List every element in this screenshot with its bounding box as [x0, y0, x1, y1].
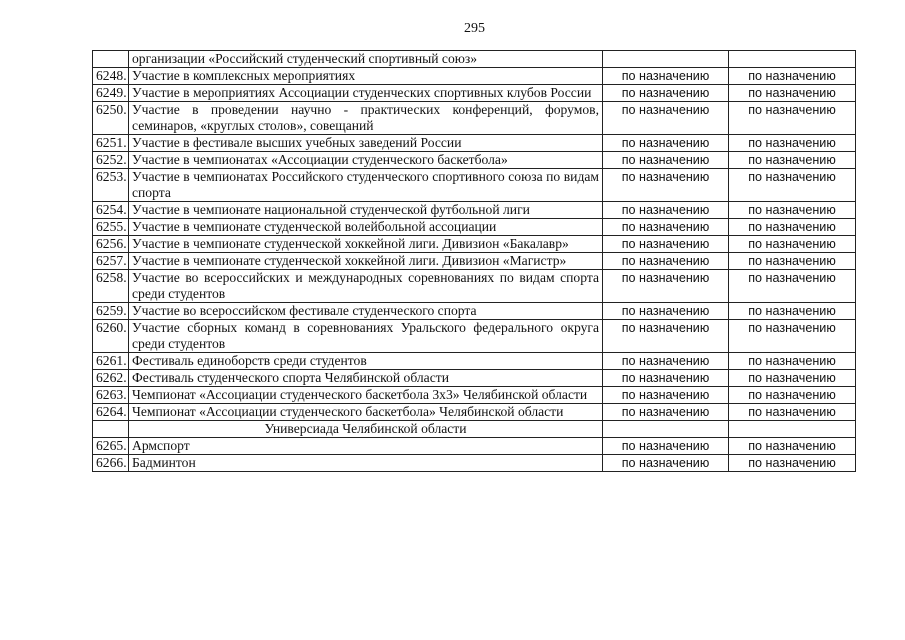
table-row — [93, 236, 856, 253]
row-value-2: по назначению — [729, 404, 856, 421]
row-value-1: по назначению — [603, 270, 729, 303]
row-value-2: по назначению — [729, 320, 856, 353]
row-value-1: по назначению — [603, 169, 729, 202]
row-number: 6255. — [93, 219, 129, 236]
row-value-1: по назначению — [603, 387, 729, 404]
row-value-2: по назначению — [729, 169, 856, 202]
row-value-2: по назначению — [729, 438, 856, 455]
row-number: 6257. — [93, 253, 129, 270]
row-description: Участие в чемпионате студенческой хоккейной лиги. Дивизион «Бакалавр» — [129, 236, 603, 253]
row-description: Армспорт — [129, 438, 603, 455]
row-value-1: по назначению — [603, 102, 729, 135]
row-description: Участие в проведении научно - практических конференций, форумов, семинаров, «круглых столов», совещаний — [129, 102, 603, 135]
table-row — [93, 202, 856, 219]
row-value-2: по назначению — [729, 68, 856, 85]
row-value-1: по назначению — [603, 135, 729, 152]
row-description: Участие сборных команд в соревнованиях Уральского федерального округа среди студентов — [129, 320, 603, 353]
row-number: 6258. — [93, 270, 129, 303]
row-value-2: по назначению — [729, 253, 856, 270]
row-value-2: по назначению — [729, 135, 856, 152]
row-number: 6264. — [93, 404, 129, 421]
row-number: 6250. — [93, 102, 129, 135]
row-value-2: по назначению — [729, 219, 856, 236]
row-value-1: по назначению — [603, 219, 729, 236]
row-number: 6265. — [93, 438, 129, 455]
row-number-cell — [93, 421, 129, 438]
row-value-2: по назначению — [729, 202, 856, 219]
row-description: Участие в фестивале высших учебных заведений России — [129, 135, 603, 152]
empty-cell — [603, 421, 729, 438]
row-description: Участие в чемпионатах «Ассоциации студенческого баскетбола» — [129, 152, 603, 169]
table-row — [93, 68, 856, 85]
row-value-1: по назначению — [603, 455, 729, 472]
row-description: Участие в чемпионате студенческой хоккейной лиги. Дивизион «Магистр» — [129, 253, 603, 270]
row-number: 6249. — [93, 85, 129, 102]
row-value-2: по назначению — [729, 152, 856, 169]
row-number: 6263. — [93, 387, 129, 404]
row-value-2: по назначению — [729, 102, 856, 135]
row-description: Фестиваль студенческого спорта Челябинской области — [129, 370, 603, 387]
row-value-1: по назначению — [603, 353, 729, 370]
table-body — [93, 51, 856, 472]
continuation-row — [93, 51, 856, 68]
row-description: Участие в мероприятиях Ассоциации студенческих спортивных клубов России — [129, 85, 603, 102]
table-row — [93, 152, 856, 169]
table-row — [93, 219, 856, 236]
table-row — [93, 135, 856, 152]
table-row — [93, 169, 856, 202]
empty-cell — [729, 421, 856, 438]
row-description: Участие в чемпионатах Российского студенческого спортивного союза по видам спорта — [129, 169, 603, 202]
row-value-1: по назначению — [603, 85, 729, 102]
row-value-1: по назначению — [603, 236, 729, 253]
row-value-2: по назначению — [729, 370, 856, 387]
row-value-2: по назначению — [729, 303, 856, 320]
table-row — [93, 438, 856, 455]
row-description: Участие в чемпионате студенческой волейбольной ассоциации — [129, 219, 603, 236]
row-number: 6251. — [93, 135, 129, 152]
section-heading: Универсиада Челябинской области — [129, 421, 603, 438]
row-number: 6259. — [93, 303, 129, 320]
row-description: Участие в комплексных мероприятиях — [129, 68, 603, 85]
row-value-2: по назначению — [729, 85, 856, 102]
table-row — [93, 455, 856, 472]
row-number: 6253. — [93, 169, 129, 202]
row-description: Чемпионат «Ассоциации студенческого баскетбола 3х3» Челябинской области — [129, 387, 603, 404]
row-description: Чемпионат «Ассоциации студенческого баскетбола» Челябинской области — [129, 404, 603, 421]
table-row — [93, 353, 856, 370]
table-row — [93, 270, 856, 303]
row-description: Фестиваль единоборств среди студентов — [129, 353, 603, 370]
row-description: Участие во всероссийском фестивале студенческого спорта — [129, 303, 603, 320]
row-number: 6252. — [93, 152, 129, 169]
row-number: 6260. — [93, 320, 129, 353]
table-row — [93, 320, 856, 353]
row-number: 6261. — [93, 353, 129, 370]
section-heading-row — [93, 421, 856, 438]
row-value-2: по назначению — [729, 236, 856, 253]
row-value-2: по назначению — [729, 270, 856, 303]
row-number: 6256. — [93, 236, 129, 253]
table-row — [93, 387, 856, 404]
row-number: 6262. — [93, 370, 129, 387]
table-row — [93, 404, 856, 421]
document-table — [92, 50, 856, 472]
row-number: 6266. — [93, 455, 129, 472]
row-value-2: по назначению — [729, 353, 856, 370]
row-value-1: по назначению — [603, 438, 729, 455]
row-number: 6248. — [93, 68, 129, 85]
row-description: Бадминтон — [129, 455, 603, 472]
row-value-1: по назначению — [603, 404, 729, 421]
row-value-1: по назначению — [603, 68, 729, 85]
row-description: Участие в чемпионате национальной студенческой футбольной лиги — [129, 202, 603, 219]
row-number-cell — [93, 51, 129, 68]
row-value-2: по назначению — [729, 387, 856, 404]
table-row — [93, 85, 856, 102]
row-value-1: по назначению — [603, 152, 729, 169]
table-row — [93, 102, 856, 135]
row-value-1: по назначению — [603, 253, 729, 270]
table-row — [93, 303, 856, 320]
row-description: Участие во всероссийских и международных соревнованиях по видам спорта среди студентов — [129, 270, 603, 303]
row-value-1: по назначению — [603, 320, 729, 353]
row-value-2: по назначению — [729, 455, 856, 472]
page-number: 295 — [464, 21, 485, 36]
empty-cell — [729, 51, 856, 68]
table-row — [93, 253, 856, 270]
row-value-1: по назначению — [603, 202, 729, 219]
row-number: 6254. — [93, 202, 129, 219]
row-value-1: по назначению — [603, 303, 729, 320]
table-row — [93, 370, 856, 387]
continuation-text: организации «Российский студенческий спортивный союз» — [129, 51, 603, 68]
row-value-1: по назначению — [603, 370, 729, 387]
empty-cell — [603, 51, 729, 68]
